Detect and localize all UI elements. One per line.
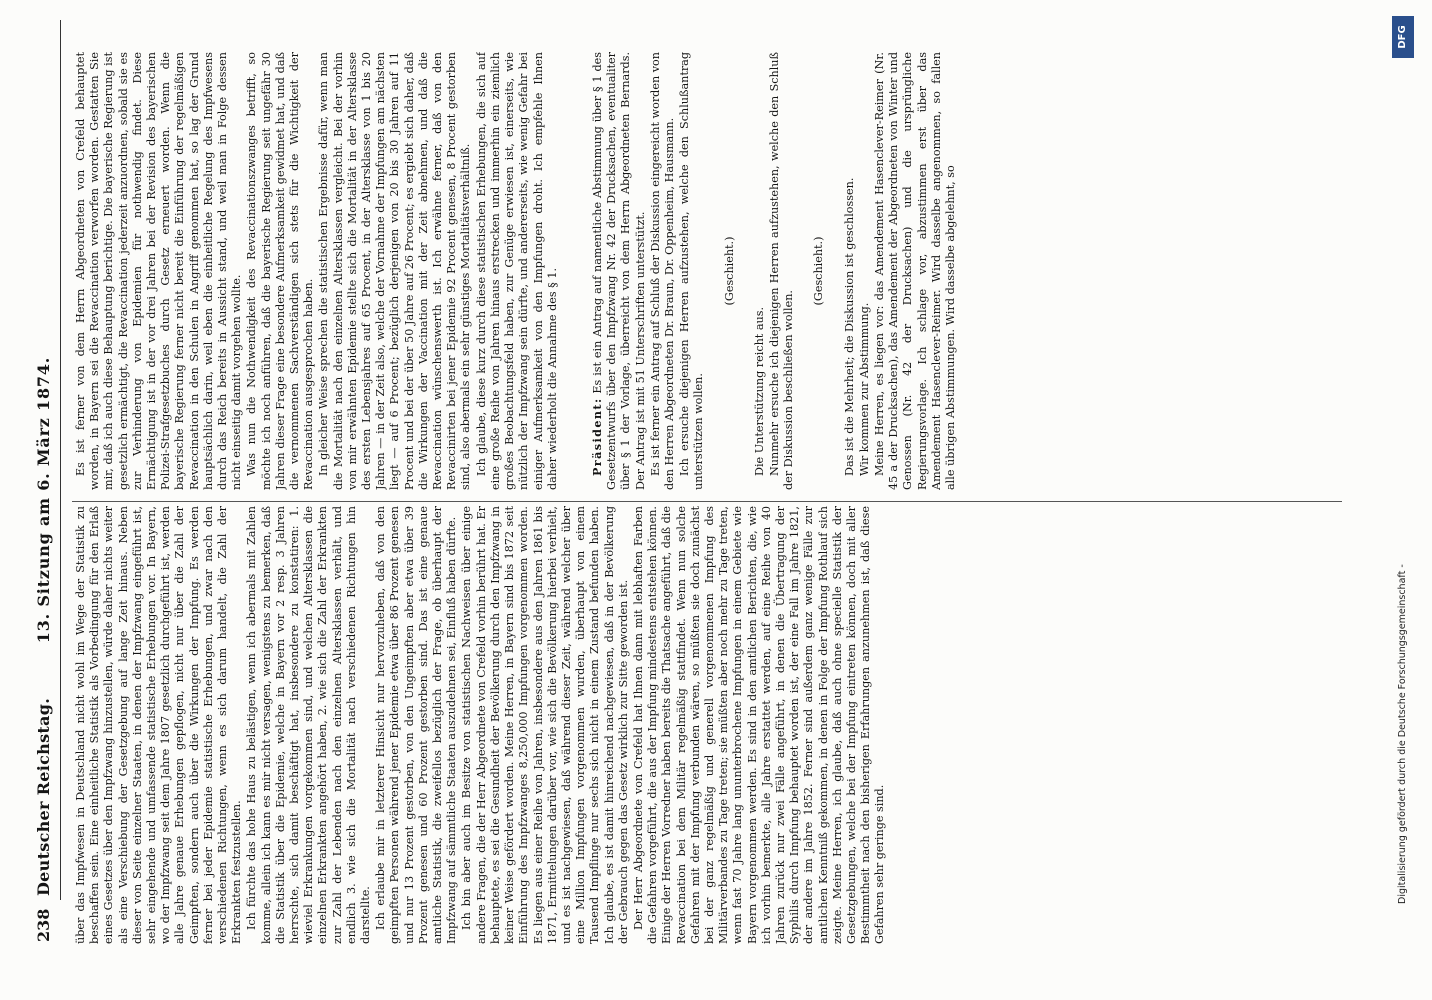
president-paragraph (590, 52, 648, 490)
page-number: 238 (34, 908, 53, 942)
stage-direction: (Geschieht.) (722, 236, 736, 306)
paragraph: über das Impfwesen in Deutschland nicht wohl im Wege der Statistik zu beschaffen sein. Eine einheitliche Statistik als Vorbedingung für den Erlaß eines Gesetzes über den Impfzwang hinzustellen, würde daher nichts weiter als eine Verschiebung der Gesetzgebung auf lange Zeit hinaus. Neben dieser von Seite einzelner Staaten, in denen der Impfzwang eingeführt ist, sehr eingehende und umfassende statistische Erhebungen vor. In Bayern, wo der Impfzwang seit dem Jahre 1807 gesetzlich durchgeführt ist, werden alle Jahre genaue Erhebungen gepflogen, nicht nur über die Zahl der Geimpften, sondern auch über die Wirkungen der Impfung. Es werden ferner bei jeder Epidemie statistische Erhebungen, und zwar nach den verschiedenen Richtungen, wenn es sich darum handelt, die Zahl der Erkrankten festzustellen. (74, 506, 244, 944)
page-header (20, 40, 70, 960)
paragraph: Der Herr Abgeordnete von Crefeld hat Ihnen dann mit lebhaften Farben die Gefahren vorgeführt, die aus der Impfung mindestens entstehen können. Einige der Herren Vorredner haben bereits die Thatsache angeführt, daß die Revaccination bei dem Militär regelmäßig stattfindet. Wenn nun solche Gefahren mit der Impfung verbunden wären, so müßten sie doch zunächst bei der ganz regelmäßig und generell vorgenommenen Impfung des Militärverbandes zu Tage treten; sie müßten aber noch mehr zu Tage treten, wenn fast 70 Jahre lang ununterbrochene Impfungen in einem Gebiete wie Bayern vorgenommen werden. Es sind in den amtlichen Berichten, die, wie ich vorhin bemerkte, alle Jahre erstattet werden, auf eine Reihe von 40 Jahren zurück nur zwei Fälle angeführt, in denen die Übertragung der Syphilis durch Impfung behauptet worden ist, der eine Fall im Jahre 1821, der andere im Jahre 1852. Ferner sind außerdem ganz wenige Fälle zur amtlichen Kenntniß gekommen, in denen in Folge der Impfung Rothlauf sich zeigte. Meine Herren, ich glaube, daß auch ohne specielle Statistik der Gesetzgebungen, welche bei der Impfung eintreten können, doch mit aller Bestimmtheit nach den bisherigen Erfahrungen anzunehmen ist, daß diese Gefahren sehr geringe sind. (631, 506, 887, 944)
paragraph: Meine Herren, es liegen vor: das Amendement Hasenclever-Reimer (Nr. 45 a der Drucksachen), das Amendement der Abgeordneten von Winter und Genossen (Nr. 42 der Drucksachen) und die ursprüngliche Regierungsvorlage. Ich schlage vor, abzustimmen erst über das Amendement Hasenclever-Reimer. Wird dasselbe angenommen, so fallen alle übrigen Abstimmungen. Wird dasselbe abgelehnt, so (872, 52, 957, 490)
digitization-credit: Digitalisierung gefördert durch die Deutsche Forschungsgemeinschaft - (1397, 564, 1408, 904)
paragraph: Ich fürchte das hohe Haus zu belästigen, wenn ich abermals mit Zahlen komme, allein ich kann es mir nicht versagen, wenigstens zu bemerken, daß die Statistik über die Epidemie, welche in Bayern vor 2 resp. 3 Jahren herrschte, sich damit beschäftigt hat, insbesondere zu konstatiren: 1. wieviel Erkrankungen vorgekommen sind, und welchen Altersklassen die einzelnen Erkrankten angehört haben, 2. wie sich die Zahl der Erkrankten zur Zahl der Lebenden nach den einzelnen Altersklassen verhält, und endlich 3. wie sich die Mortalität nach verschiedenen Richtungen hin darstellte. (245, 506, 373, 944)
paragraph: Es ist ferner ein Antrag auf Schluß der Diskussion eingereicht worden von den Herren Abgeordneten Dr. Braun, Dr. Oppenheim, Hausmann. (648, 52, 676, 490)
speech-text: Es ist ein Antrag auf namentliche Abstimmung über § 1 des Gesetzentwurfs über den Impfzwang Nr. 42 der Drucksachen, eventualiter über § 1 der Vorlage, überreicht von dem Herrn Abgeordneten Bernards. Der Antrag ist mit 51 Unterschriften unterstützt. (590, 52, 647, 490)
header-rule (60, 20, 61, 900)
paragraph: Ich ersuche diejenigen Herren aufzustehen, welche den Schlußantrag unterstützen wollen. (678, 52, 706, 490)
running-title: Deutscher Reichstag. (34, 697, 53, 896)
speaker-label: Präsident: (589, 397, 604, 476)
paragraph: Ich bin aber auch im Besitze von statistischen Nachweisen über einige andere Fragen, die der Herr Abgeordnete von Crefeld vorhin berührt hat. Er behauptete, es sei die Gesundheit der Bevölkerung durch den Impfzwang in keiner Weise gefördert worden. Meine Herren, in Bayern sind bis 1872 seit Einführung des Impfzwanges 8,250,000 Impfungen vorgenommen worden. Es liegen aus einer Reihe von Jahren, insbesondere aus den Jahren 1861 bis 1871, Ermittelungen darüber vor, wie sich die Bevölkerung hierbei verhielt, und es ist nachgewiesen, daß während dieser Zeit, während welcher über eine Million Impfungen vorgenommen wurden, überhaupt von einem Tausend Impflinge nur sechs sich nicht in einem Zustand befunden haben. Ich glaube, es ist damit hinreichend nachgewiesen, daß in der Bevölkerung der Gebrauch gegen das Gesetz wirklich zur Sitte geworden ist. (460, 506, 630, 944)
paragraph: Ich glaube, diese kurz durch diese statistischen Erhebungen, die sich auf eine große Reihe von Jahren hinaus erstrecken und immerhin ein ziemlich großes Beobachtungsfeld haben, zur Genüge erwiesen ist, einerseits, wie nützlich der Impfzwang sein dürfte, und andererseits, wie wenig Gefahr bei einiger Aufmerksamkeit von den Impfungen droht. Ich empfehle Ihnen daher wiederholt die Annahme des § 1. (474, 52, 559, 490)
paragraph: Es ist ferner von dem Herrn Abgeordneten von Crefeld behauptet worden, in Bayern sei die Revaccination verworfen worden. Gestatten Sie mir, daß ich auch diese Behauptung berichtige. Die bayerische Regierung ist gesetzlich ermächtigt, die Revaccination jederzeit anzuordnen, sobald sie es zur Verhinderung von Epidemien für nothwendig findet. Diese Ermächtigung ist in der vor drei Jahren bei der Revision des bayerischen Polizei-Strafgesetzbuches durch Gesetz erneuert worden. Wenn die bayerische Regierung ferner nicht bereit die Einführung der regelmäßigen Revaccination in den Schulen in Angriff genommen hat, so lag der Grund hauptsächlich darin, weil eben die einheitliche Regelung des Impfwesens durch das Reich bereits in Aussicht stand, und weil man in Folge dessen nicht einseitig damit vorgehen wollte. (74, 52, 244, 490)
paragraph: Nunmehr ersuche ich diejenigen Herren aufzustehen, welche den Schluß der Diskussion beschließen wollen. (767, 52, 796, 490)
paragraph: Die Unterstützung reicht aus. (752, 306, 766, 476)
paragraph: In gleicher Weise sprechen die statistischen Ergebnisse dafür, wenn man die Mortalität nach den einzelnen Altersklassen vergleicht. Bei der vorhin von mir erwähnten Epidemie stellte sich die Mortalität in der Altersklasse des ersten Lebensjahres auf 65 Procent, in der Altersklasse von 1 bis 20 Jahren — in der Zeit also, welche der Vornahme der Impfungen am nächsten liegt — auf 6 Procent; bezüglich derjenigen von 20 bis 30 Jahren auf 11 Procent und bei der über 50 Jahre auf 26 Procent; es ergiebt sich daher, daß die Wirkungen der Vaccination mit der Zeit abnehmen, und daß die Revaccination wünschenswerth ist. Ich erwähne ferner, daß von den Revaccinirten bei jener Epidemie 92 Procent genesen, 8 Procent gestorben sind, also abermals ein sehr günstiges Mortalitätsverhältniß. (317, 52, 473, 490)
column-divider (72, 501, 1342, 502)
paragraph: Wir kommen zur Abstimmung. (857, 302, 871, 476)
left-column (74, 506, 1354, 944)
paragraph: Das ist die Mehrheit; die Diskussion ist geschlossen. (842, 177, 856, 476)
dfg-logo: DFG (1392, 16, 1414, 58)
paragraph: Ich erlaube mir in letzterer Hinsicht nur hervorzuheben, daß von den geimpften Personen während jener Epidemie etwa über 86 Prozent genesen und nur 13 Prozent gestorben, von den Ungeimpften aber etwa über 39 Prozent genesen und 60 Prozent gestorben sind. Das ist eine genaue amtliche Statistik, die zweifellos bezüglich der Frage, ob überhaupt der Impfzwang auf sämmtliche Staaten auszudehnen sei, Einfluß haben dürfte. (374, 506, 459, 944)
paragraph: Was nun die Nothwendigkeit des Revaccinationszwanges betrifft, so möchte ich noch anführen, daß die bayerische Regierung seit ungefähr 30 Jahren dieser Frage eine besondere Aufmerksamkeit gewidmet hat, und daß die vernommenen Sachverständigen sich stets für die Wichtigkeit der Revaccination ausgesprochen haben. (245, 52, 316, 490)
stage-direction: (Geschieht.) (812, 236, 826, 306)
session-date: 13. Sitzung am 6. März 1874. (34, 356, 53, 644)
right-column (74, 52, 1354, 490)
